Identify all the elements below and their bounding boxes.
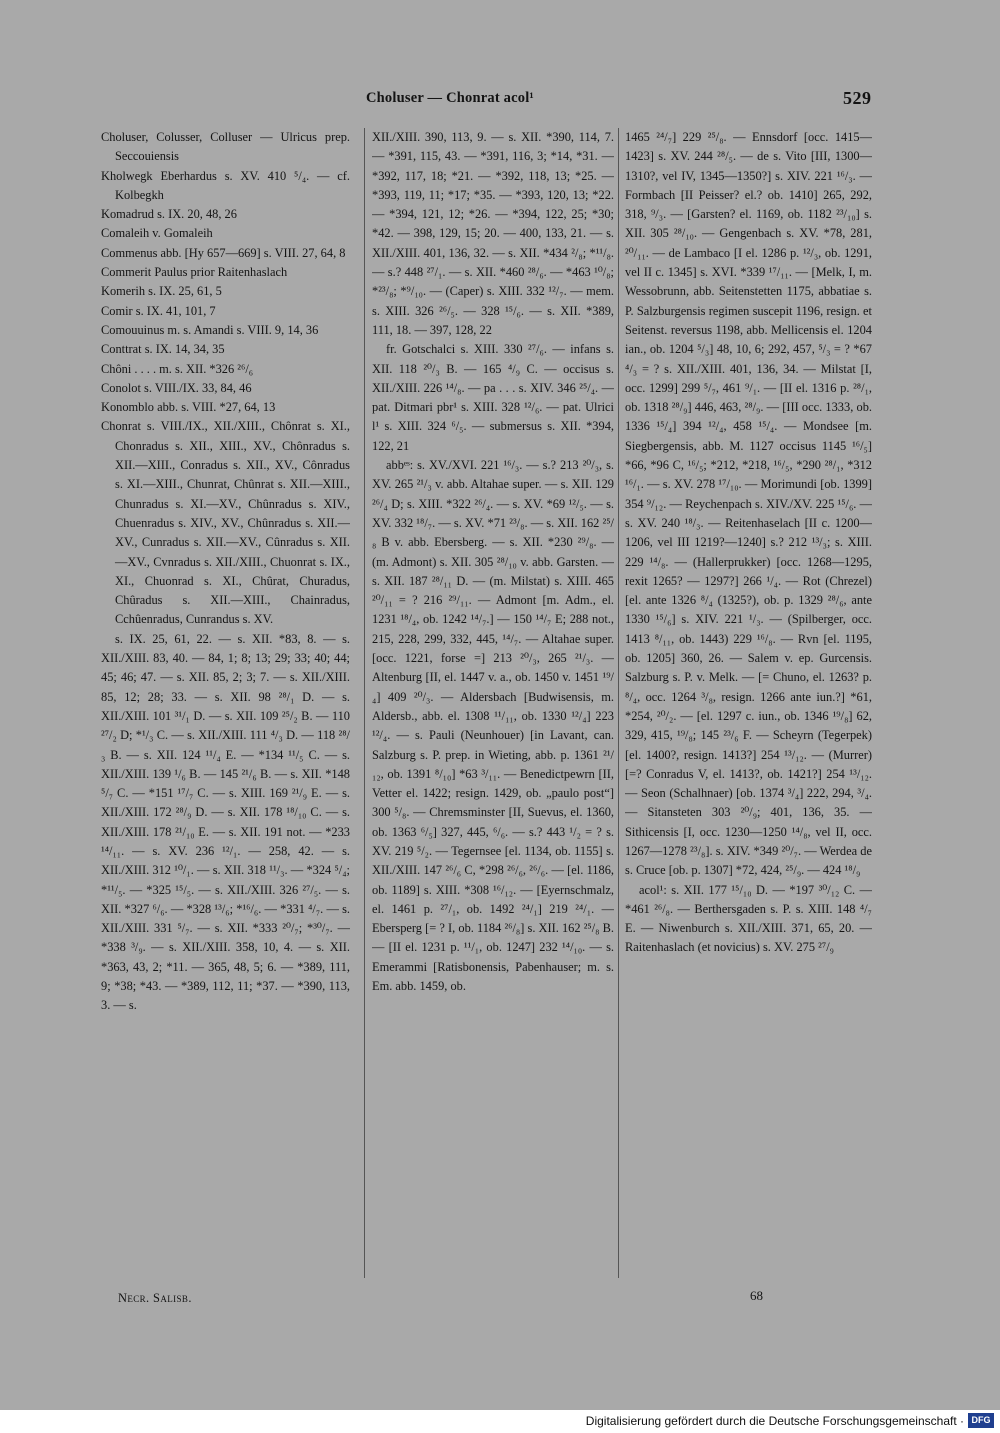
text-column-3 (625, 128, 872, 1283)
page-number: 529 (843, 88, 872, 108)
index-paragraph: abbᵉˢ: s. XV./XVI. 221 ¹⁶/₃. — s.? 213 ²⁰/₃, s. XV. 265 ²¹/₃ v. abb. Altahae super. — s. XII. 129 ²⁶/₄ D; s. XIII. *322 ²⁶/₄. — s. XV. *69 ¹²/₅. — s. XV. 332 ¹⁸/₇. — s. XV. *71 ²³/₈. — s. XII. 162 ²⁵/₈ B v. abb. Ebersberg. — s. XII. *230 ²⁹/₈. — (m. Admont) s. XII. 305 ²⁸/₁₀ v. abb. Garsten. — s. XII. 187 ²⁸/₁₁ D. — (m. Milstat) s. XIII. 465 ²⁰/₁₁ = ? 216 ²⁹/₁₁. — Admont [m. Adm., el. 1231 ¹⁸/₄, ob. 1242 ¹⁴/₇.] — 150 ¹⁴/₇ E; 288 not., 215, 228, 299, 332, 445, ¹⁴/₇. — Altahae super. [occ. 1221, forse =] 213 ²⁰/₃, 265 ²¹/₃. — Altenburg [II, el. 1447 v. a., ob. 1450 v. 1451 ¹⁹/₄] 409 ²⁰/₃. — Aldersbach [Budwisensis, m. Aldersb., abb. el. 1308 ¹¹/₁₁, ob. 1330 ¹²/₄] 223 ¹²/₄. — s. Pauli (Neunhouer) [in Lavant, can. Salzburg s. P. prep. in Wieting, abb. p. 1361 ²¹/₁₂, ob. 1391 ⁸/₁₀] *63 ³/₁₁. — Benedictpewrn [II, Vetter el. 1422; resign. 1429, ob. „paulo post“] 300 ⁵/₈. — Chremsminster [II, Suevus, el. 1360, ob. 1363 ⁶/₅] 327, 445, ⁶/₆. — s.? 443 ¹/₂ = ? s. XV. 219 ⁵/₂. — Tegernsee [el. 1134, ob. 1155] s. XII./XIII. 147 ²⁶/₆ C, *298 ²⁶/₆, ²⁶/₆. — [el. 1186, ob. 1189] s. XIII. *308 ¹⁶/₁₂. — [Eyernschmalz, el. 1461 p. ²⁷/₁, ob. 1492 ²⁴/₁] 219 ²⁴/₁. — Ebersperg [= ? I, ob. 1184 ²⁶/₈] s. XII. 162 ²⁵/₈ B. — [II el. 1231 p. ¹¹/₁, ob. 1247] 232 ¹⁴/₁₀. — s. Emerammi [Ratisbonensis, Pabenhauser; m. s. Em. abb. 1459, ob. (372, 458, 614, 994)
index-entry: Kholwegk Eberhardus s. XV. 410 ⁵/₄. — cf. Kolbegkh (101, 168, 350, 202)
index-entry: Chonrat s. VIII./IX., XII./XIII., Chônrat s. XI., Chonradus s. XII., XIII., XV., Chônradus s. XII.—XIII., Conradus s. XII., XV., Cônradus s. XI.—XIII., Chunrat, Chûnrat s. XII.—XIII., Chunradus s. XI.—XV., Chûnradus s. XIV., Chuenradus s. XIV., XV., Chûnradus s. XII.—XV., Cunradus s. XII.—XV., Cûnradus s. XII.—XV., Cvnradus s. XII./XIII., Chuonrat s. IX., XI., Chuonrad s. XI., Chûrat, Churadus, Chûradus s. XII.—XIII., Chainradus, Cchûenradus, Cunrandus s. XV. (101, 419, 350, 627)
column-rule (364, 128, 365, 1278)
index-entry: Choluser, Colusser, Colluser — Ulricus prep. Seccouiensis (101, 130, 350, 164)
index-paragraph: fr. Gotschalci s. XIII. 330 ²⁷/₆. — infans s. XII. 118 ²⁰/₃ B. — 165 ⁴/₉ C. — occisus s. XII./XIII. 226 ¹⁴/₈. — pa . . . s. XIV. 346 ²⁵/₄. — pat. Ditmari pbr¹ s. XIII. 328 ¹²/₆. — pat. Ulrici l¹ s. XIII. 324 ⁶/₅. — submersus s. XII. *394, 122, 21 (372, 342, 614, 453)
index-entry: Komerih s. IX. 25, 61, 5 (101, 284, 222, 299)
index-entry: Conolot s. VIII./IX. 33, 84, 46 (101, 380, 252, 395)
text-column-2 (372, 128, 614, 1283)
index-paragraph: 1465 ²⁴/₇] 229 ²⁵/₈. — Ennsdorf [occ. 1415—1423] s. XV. 244 ²⁸/₅. — de s. Vito [III, 1300—1310?, vel IV, 1345—1350?] s. XIV. 221 ¹⁶/₃. — Formbach [II Peisser? el.? ob. 1410] 265, 292, 318, ⁹/₃. — [Garsten? el. 1169, ob. 1182 ²³/₁₀] s. XII. 305 ²⁸/₁₀. — Gengenbach s. XV. *78, 281, ²⁰/₁₁. — de Lambaco [I el. 1286 p. ¹²/₃, ob. 1291, vel II c. 1345] s. XVI. *339 ¹⁷/₁₁. — [Melk, I, m. Wessobrunn, abb. Seitenstetten 1175, abbatiae s. P. Salzburgensis regimen suscepit 1196, resign. et Seitenst. reversus 1198, abb. Mellicensis el. 1204 ian., ob. 1204 ⁵/₃] 48, 10, 6; 292, 457, ⁵/₃ = ? *67 ⁴/₃ = ? s. XII./XIII. 401, 136, 34. — Milstat [I, occ. 1299] 299 ⁵/₇, 461 ⁹/₁. — [II el. 1316 p. ²⁸/₁, ob. 1318 ²⁸/₉] 446, 463, ²⁸/₉. — [III occ. 1333, ob. 1336 ¹⁵/₄] 394 ¹²/₄, 458 ¹⁵/₄. — Mondsee [m. Siegbergensis, abb. M. 1127 occisus 1145 ¹⁶/₅] *66, *96 C, ¹⁶/₅; *212, *218, ¹⁶/₅, *290 ²⁸/₁, *312 ¹⁶/₁. — s. XV. 278 ¹⁷/₁₀. — Morimundi [ob. 1399] 354 ⁹/₁₂. — Reychenpach s. XIV./XV. 225 ¹⁵/₆. — s. XV. 240 ¹⁸/₃. — Reitenhaselach [II c. 1200—1206, vel III 1219?—1240] s.? 212 ¹³/₃; s. XIII. 229 ¹⁴/₈. — (Hallerprukker) [occ. 1268—1295, rexit 1265? — 1297?] 266 ¹/₄. — Rot (Chrezel) [el. ante 1326 ⁸/₄ (1325?), ob. p. 1329 ²⁸/₆, ante 1330 ¹⁵/₆] s. XIV. 221 ¹/₃. — (Spilberger, occ. 1413 ⁸/₁₁, ob. 1443) 229 ¹⁶/₈. — Rvn [el. 1195, ob. 1205] 360, 26. — Salem v. ep. Gurcensis. Salzburg s. P. v. Melk. — [= Chuno, el. 1263? p. ⁸/₄, occ. 1264 ³/₈, resign. 1266 ante iun.?] *61, *254, ²⁰/₂. — [el. 1297 c. iun., ob. 1346 ¹⁹/₈] 62, 329, 415, ¹⁹/₈; 145 ²³/₆ F. — Scheyrn (Tegerpek) [el. 1400?, resign. 1413?] 254 ¹³/₁₂. — (Murrer) [=? Conradus V, el. 1413?, ob. 1421?] 254 ¹³/₁₂. — Seon (Schalhnaer) [ob. 1374 ³/₄] 222, 294, ³/₄. — Sitansteten 303 ²⁰/₉; 401, 136, 35. — Sithicensis [I, occ. 1230—1250 ¹⁴/₈, vel II, occ. 1267—1278 ²³/₈]. s. XIV. *349 ²⁰/₇. — Werdea de s. Cruce [ob. p. 1307] *72, 424, ²⁵/₉. — 424 ¹⁸/₉ (625, 130, 872, 878)
index-entry: Comouuinus m. s. Amandi s. VIII. 9, 14, 36 (101, 322, 319, 337)
index-paragraph: XII./XIII. 390, 113, 9. — s. XII. *390, 114, 7. — *391, 115, 43. — *391, 116, 3; *14, *31. — *392, 117, 18; *21. — *392, 118, 13; *25. — *393, 119, 11; *17; *35. — *393, 120, 13; *22. — *394, 121, 12; *26. — *394, 122, 25; *30; *42. — 398, 129, 15; 20. — 400, 133, 21. — s. XII./XIII. 401, 136, 32. — s. XII. *434 ²/₈; *¹¹/₈. — s.? 448 ²⁷/₁. — s. XII. *460 ²⁸/₆. — *463 ¹⁰/₈; *²³/₈; *⁹/₁₀. — (Caper) s. XIII. 332 ¹²/₇. — mem. s. XIII. 326 ²⁶/₅. — 328 ¹⁵/₆. — s. XII. *389, 111, 18. — 397, 128, 22 (372, 130, 614, 337)
funding-text: Digitalisierung gefördert durch die Deutsche Forschungsgemeinschaft · (585, 1414, 964, 1428)
index-entry: Komadrud s. IX. 20, 48, 26 (101, 207, 237, 222)
running-head: Choluser — Chonrat acol¹ (366, 90, 534, 106)
index-entry: Comaleih v. Gomaleih (101, 226, 213, 241)
index-entry: Konomblo abb. s. VIII. *27, 64, 13 (101, 400, 276, 415)
funding-bar (0, 1410, 1000, 1433)
index-entry: Commerit Paulus prior Raitenhaslach (101, 265, 288, 280)
sheet-number: 68 (750, 1288, 763, 1303)
index-paragraph: acol¹: s. XII. 177 ¹⁵/₁₀ D. — *197 ³⁰/₁₂ C. — *461 ²⁶/₈. — Berthersgaden s. P. s. XIII. 148 ⁴/₇ E. — Niwenburch s. XII./XIII. 371, 65, 20. — Raitenhaslach (et novicius) s. XV. 275 ²⁷/₉ (625, 882, 872, 955)
column-rule (618, 128, 619, 1278)
dfg-logo-icon: DFG (968, 1413, 994, 1428)
index-entry: Conttrat s. IX. 14, 34, 35 (101, 342, 225, 357)
index-paragraph: s. IX. 25, 61, 22. — s. XII. *83, 8. — s. XII./XIII. 83, 40. — 84, 1; 8; 13; 29; 33; 40; 44; 45; 46; 47. — s. XII. 85, 2; 3; 7. — s. XII./XIII. 85, 12; 28; 33. — s. XII. 98 ²⁸/₁ D. — s. XII./XIII. 101 ³¹/₁ D. — s. XII. 109 ²⁵/₂ B. — 110 ²⁷/₂ D; *¹/₃ C. — s. XII./XIII. 111 ⁴/₃ D. — 118 ²⁸/₃ B. — s. XII. 124 ¹¹/₄ E. — *134 ¹¹/₅ C. — s. XII./XIII. 139 ¹/₆ B. — 145 ²¹/₆ B. — s. XII. *148 ⁵/₇ C. — *151 ¹⁷/₇ C. — s. XIII. 169 ²¹/₉ E. — s. XII./XIII. 172 ²⁸/₉ D. — s. XII. 178 ¹⁸/₁₀ C. — s. XII./XIII. 178 ²¹/₁₀ E. — s. XII. 191 not. — *233 ¹⁴/₁₁. — s. XV. 236 ¹²/₁. — 258, 42. — s. XII./XIII. 312 ¹⁰/₁. — s. XII. 318 ¹¹/₃. — *324 ⁵/₄; *¹¹/₅. — *325 ¹⁵/₅. — s. XII./XIII. 326 ²⁷/₅. — s. XII. *327 ⁶/₆. — *328 ¹³/₆; *¹⁶/₆. — *331 ⁴/₇. — s. XII./XIII. 331 ⁵/₇. — s. XII. *333 ²⁰/₇; *³⁰/₇. — *338 ³/₉. — s. XII./XIII. 358, 10, 4. — s. XII. *363, 43, 2; *11. — 365, 48, 5; 6. — *389, 111, 9; *38; *43. — *389, 112, 11; *37. — *390, 113, 3. — s. (101, 631, 350, 1013)
text-column-1 (101, 128, 350, 1283)
signature-mark: Necr. Salisb. (118, 1291, 192, 1305)
index-entry: Chôni . . . . m. s. XII. *326 ²⁶/₆ (101, 361, 254, 376)
index-entry: Comir s. IX. 41, 101, 7 (101, 303, 216, 318)
index-entry: Commenus abb. [Hy 657—669] s. VIII. 27, 64, 8 (101, 245, 346, 260)
